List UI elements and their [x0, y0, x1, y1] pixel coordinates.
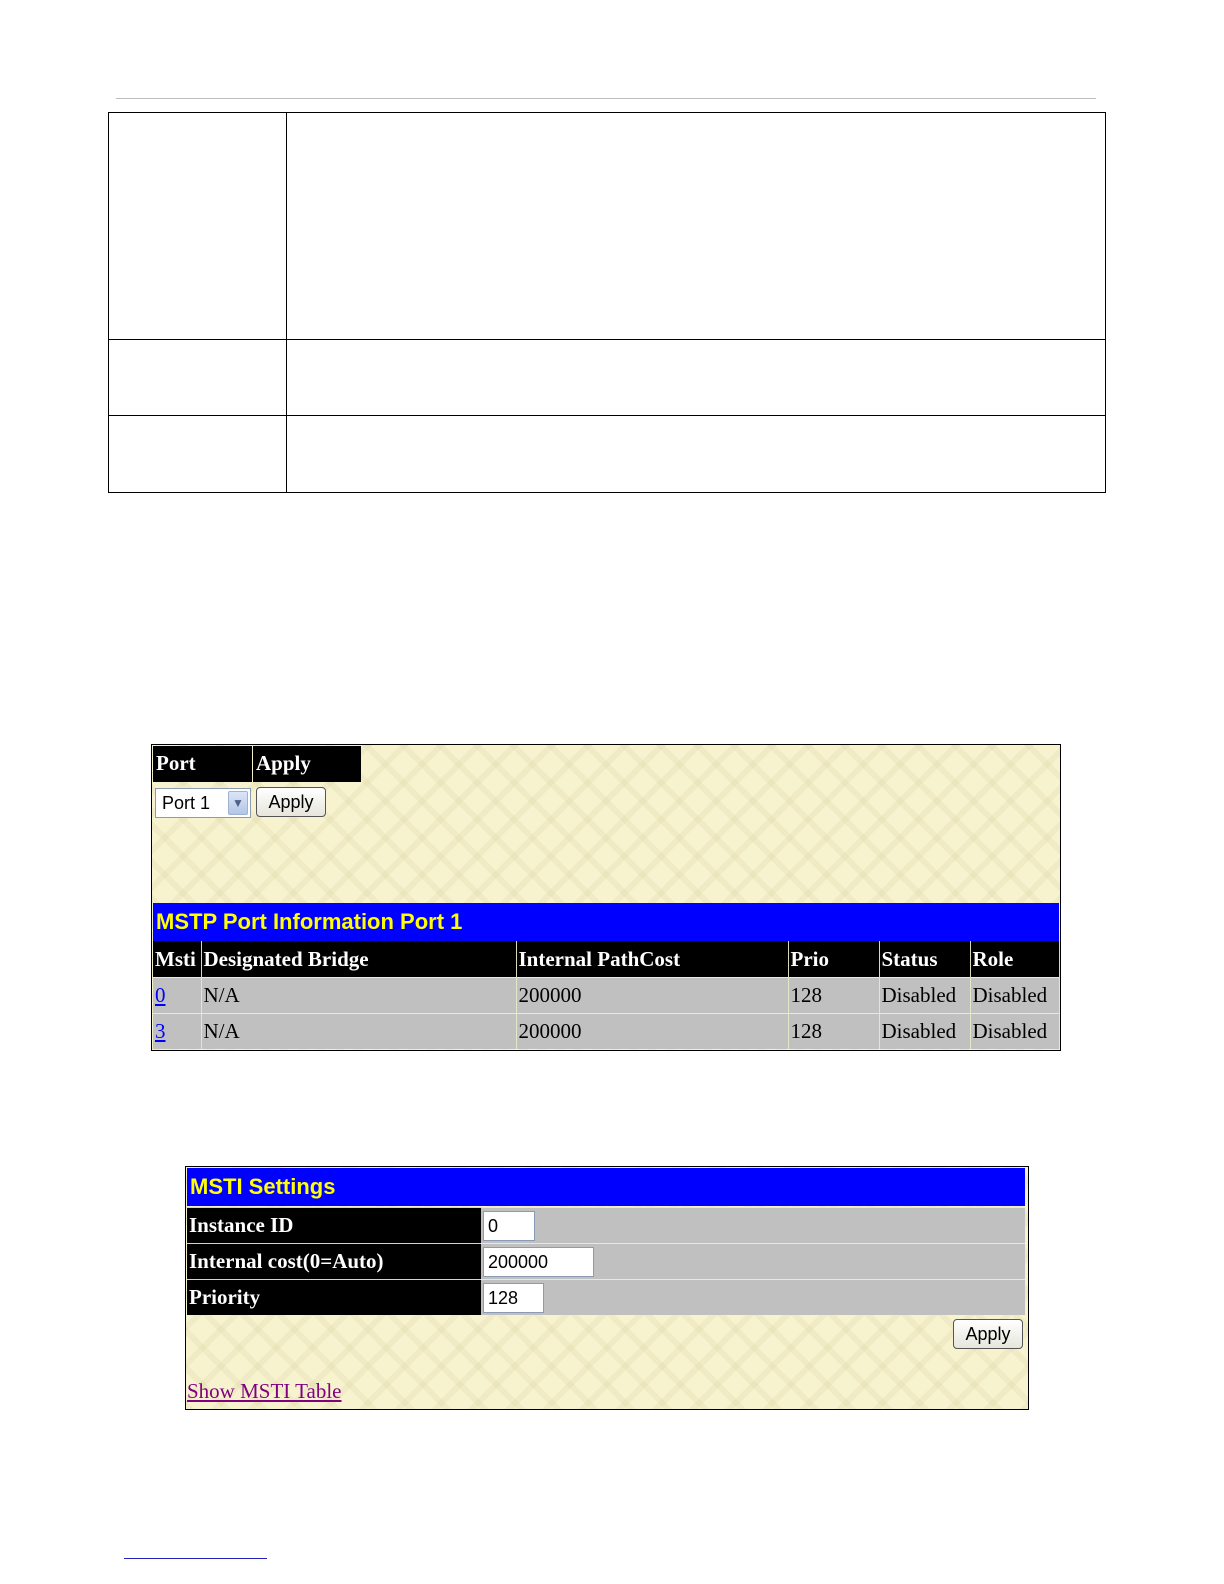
column-header-status: Status: [879, 941, 970, 978]
port-apply-button[interactable]: Apply: [256, 787, 326, 817]
status-cell: Disabled: [879, 978, 970, 1014]
internal-cost-input[interactable]: 200000: [483, 1247, 594, 1277]
column-header-role: Role: [970, 941, 1059, 978]
column-header-designated-bridge: Designated Bridge: [201, 941, 516, 978]
instance-id-cell: [481, 1208, 1025, 1244]
column-header-prio: Prio: [788, 941, 879, 978]
prio-cell: 128: [788, 1014, 879, 1050]
show-msti-table-link[interactable]: Show MSTI Table: [187, 1379, 342, 1403]
port-select-value: Port 1: [162, 793, 211, 813]
msti-apply-button[interactable]: Apply: [953, 1319, 1023, 1349]
document-table-cell: [109, 113, 287, 340]
msti-cell: [153, 978, 201, 1014]
apply-header: Apply: [253, 746, 361, 782]
role-cell: Disabled: [970, 978, 1059, 1014]
mstp-port-info-panel: [151, 744, 1061, 1051]
top-divider: [116, 98, 1096, 99]
form-row: [187, 1244, 1025, 1280]
document-table-cell: [287, 416, 1106, 493]
role-cell: Disabled: [970, 1014, 1059, 1050]
internal-cost-cell: [481, 1244, 1025, 1280]
port-header: Port: [153, 746, 252, 782]
form-row: [187, 1208, 1025, 1244]
document-table-cell: [109, 340, 287, 416]
internal-pathcost-cell: 200000: [516, 1014, 788, 1050]
designated-bridge-cell: N/A: [201, 1014, 516, 1050]
priority-input[interactable]: 128: [483, 1283, 544, 1313]
internal-pathcost-cell: 200000: [516, 978, 788, 1014]
column-header-internal-pathcost: Internal PathCost: [516, 941, 788, 978]
chevron-down-icon[interactable]: ▼: [228, 791, 248, 815]
msti-cell: [153, 1014, 201, 1050]
document-table-row: [109, 416, 1106, 493]
mstp-port-info-title: MSTP Port Information Port 1: [153, 903, 1059, 941]
status-cell: Disabled: [879, 1014, 970, 1050]
priority-cell: [481, 1280, 1025, 1316]
designated-bridge-cell: N/A: [201, 978, 516, 1014]
priority-label: Priority: [187, 1280, 481, 1316]
column-header-msti: Msti: [153, 941, 201, 978]
msti-settings-title: MSTI Settings: [187, 1168, 1025, 1206]
instance-id-input[interactable]: 0: [483, 1211, 535, 1241]
msti-settings-panel: [185, 1166, 1029, 1410]
instance-id-label: Instance ID: [187, 1208, 481, 1244]
document-table: [108, 112, 1106, 493]
table-row: [153, 1014, 1059, 1050]
msti-settings-form: [187, 1207, 1025, 1315]
document-table-cell: [287, 340, 1106, 416]
document-table-row: [109, 340, 1106, 416]
bottom-link-rule: [124, 1558, 267, 1559]
msti-link[interactable]: 0: [155, 983, 166, 1007]
document-table-cell: [287, 113, 1106, 340]
internal-cost-label: Internal cost(0=Auto): [187, 1244, 481, 1280]
msti-link[interactable]: 3: [155, 1019, 166, 1043]
port-select[interactable]: [155, 788, 251, 818]
document-table-cell: [109, 416, 287, 493]
document-table-row: [109, 113, 1106, 340]
form-row: [187, 1280, 1025, 1316]
mstp-port-table: [153, 941, 1060, 1049]
table-row: [153, 978, 1059, 1014]
table-header-row: [153, 941, 1059, 978]
prio-cell: 128: [788, 978, 879, 1014]
